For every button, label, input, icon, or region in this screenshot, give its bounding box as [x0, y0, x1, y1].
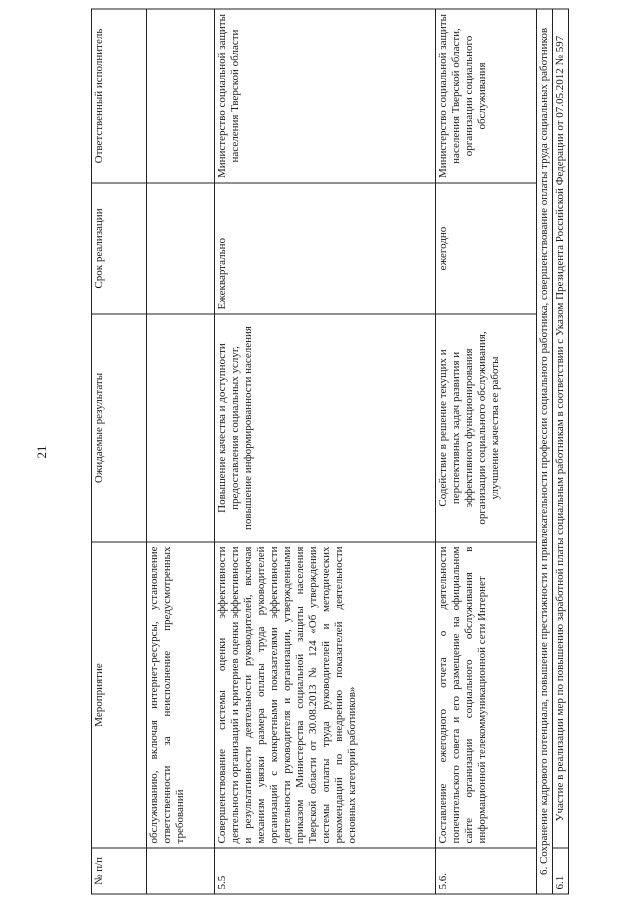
- cell-term: [147, 183, 215, 314]
- header-results: Ожидаемые результаты: [92, 314, 147, 542]
- cell-event: обслуживанию, включая интернет-ресурсы, установление ответственности за неисполнение предусмотренных требований: [147, 542, 215, 848]
- section-6-title: 6. Сохранение кадрового потенциала, повышение престижности и привлекательности профессии социального работника, совершенствование оплаты труда социальных работников: [537, 9, 553, 894]
- cell-num: [147, 848, 215, 894]
- cell-num: 6.1: [553, 848, 569, 894]
- cell-term: ежегодно: [436, 183, 537, 314]
- cell-event: Совершенствование системы оценки эффективности деятельности организаций и критериев оценки эффективности и результативности деятельности руководителей, включая механизм увязки размера оплаты труда руководителей организаций с конкретными показателями эффективности деятельности руководителя и организации, утвержденными приказом Министерства социальной защиты населения Тверской области от 30.08.2013 № 124 «Об утверждении системы оплаты труда руководителей и методических рекомендаций по внедрению показателей деятельности основных категорий работников»: [215, 542, 436, 848]
- table-header-row: [92, 9, 147, 894]
- cell-results: Содействие в решение текущих и перспективных задач развития и эффективного функционирования организации социального обслуживания, улучшение качества ее работы: [436, 314, 537, 542]
- cell-num: 5.6.: [436, 848, 537, 894]
- cell-term: Ежеквартально: [215, 183, 436, 314]
- measures-table: [91, 9, 569, 895]
- cell-row-6-1-text: Участие в реализации мер по повышению заработной платы социальным работникам в соответствии с Указом Президента Российской Федерации от 07.05.2012 № 597: [553, 9, 569, 848]
- header-term: Срок реализации: [92, 183, 147, 314]
- cell-executor: Министерство социальной защиты населения Тверской области, организации социального обслуживания: [436, 9, 537, 183]
- cell-executor: Министерство социальной защиты населения Тверской области: [215, 9, 436, 183]
- table-row: [436, 9, 537, 894]
- cell-num: 5.5: [215, 848, 436, 894]
- header-num: № п/п: [92, 848, 147, 894]
- header-event: Мероприятие: [92, 542, 147, 848]
- table-row: [553, 9, 569, 894]
- section-6-row: [537, 9, 553, 894]
- table-row: [215, 9, 436, 894]
- cell-event: Составление ежегодного отчета о деятельности попечительского совета и его размещение на официальном сайте организации социального обслуживания в информационной телекоммуникационной сети Интернет: [436, 542, 537, 848]
- table-row: [147, 9, 215, 894]
- rotated-page-content: [91, 10, 566, 895]
- cell-results: Повышение качества и доступности предоставления социальных услуг, повышение информированности населения: [215, 314, 436, 542]
- page-number: 21: [34, 445, 49, 459]
- cell-executor: [147, 9, 215, 183]
- header-executor: Ответственный исполнитель: [92, 9, 147, 183]
- cell-results: [147, 314, 215, 542]
